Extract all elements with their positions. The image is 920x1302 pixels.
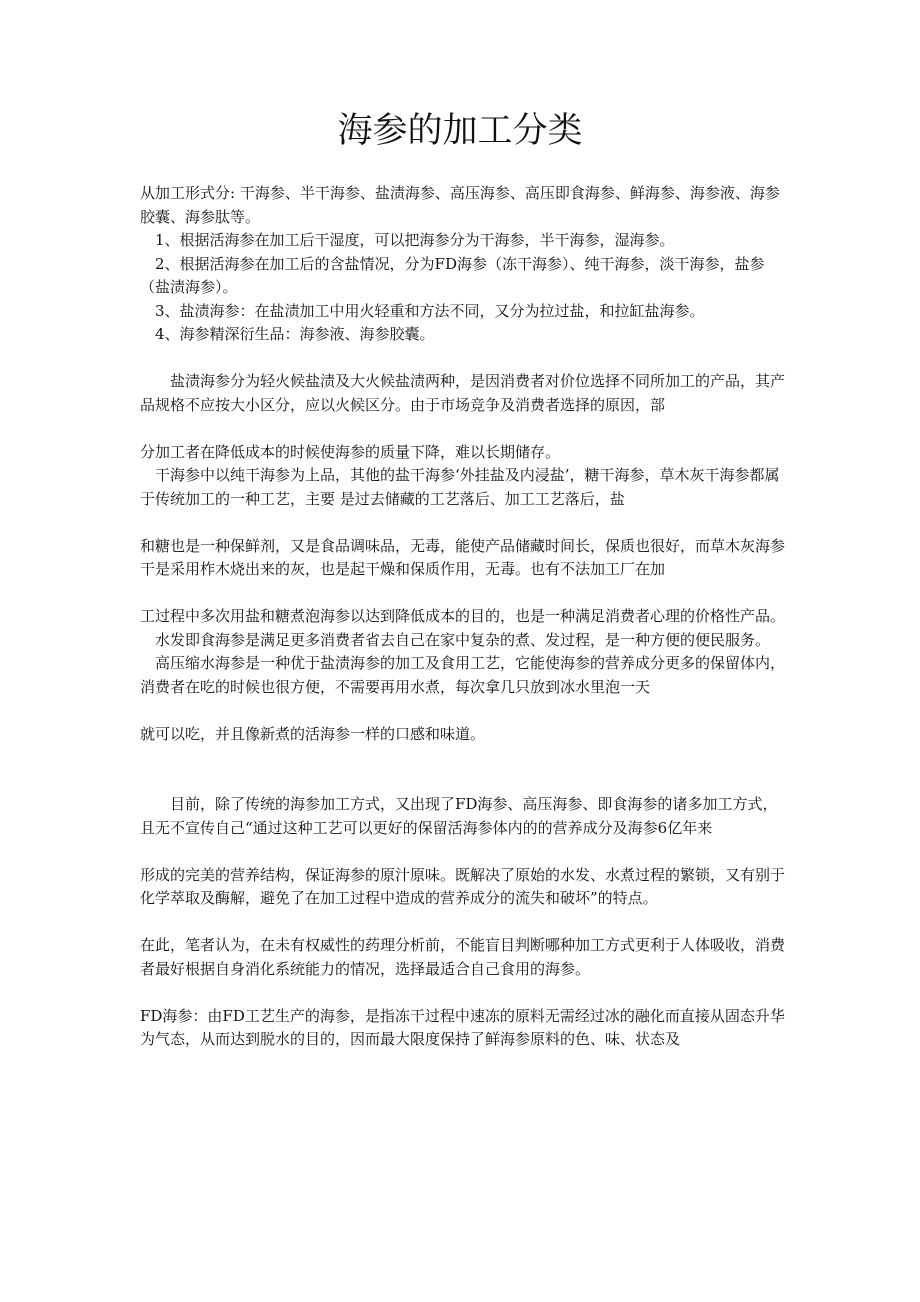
author-opinion-paragraph: 在此，笔者认为，在未有权威性的药理分析前，不能盲目判断哪种加工方式更利于人体吸收，消费者最好根据自身消化系统能力的情况，选择最适合自己食用的海参。 [140, 936, 786, 978]
salt-sugar-paragraph: 和糖也是一种保鲜剂，又是食品调味品，无毒，能使产品储藏时间长，保质也很好，而草木灰海参干是采用柞木烧出来的灰，也是起干燥和保质作用，无毒。也有不法加工厂在加 [140, 536, 786, 578]
high-pressure-paragraph: 高压缩水海参是一种优于盐渍海参的加工及食用工艺，它能使海参的营养成分更多的保留体内，消费者在吃的时候也很方便，不需要再用水煮，每次拿几只放到冰水里泡一天 [140, 654, 786, 696]
list-item-4: 4、海参精深衍生品：海参液、海参胶囊。 [155, 325, 435, 343]
dried-sea-cucumber-paragraph: 干海参中以纯干海参为上品，其他的盐干海参‘外挂盐及内浸盐’，糖干海参，草木灰干海参都属于传统加工的一种工艺，主要 是过去储藏的工艺落后、加工工艺落后，盐 [140, 466, 780, 508]
high-pressure-continuation: 就可以吃，并且像新煮的活海参一样的口感和味道。 [140, 724, 486, 743]
process-paragraph: 工过程中多次用盐和糖煮泡海参以达到降低成本的目的，也是一种满足消费者心理的价格性产品。 [140, 607, 786, 625]
list-item-3: 3、盐渍海参：在盐渍加工中用火轻重和方法不同，又分为拉过盐，和拉缸盐海参。 [155, 301, 705, 320]
intro-paragraph: 从加工形式分: 干海参、半干海参、盐渍海参、高压海参、高压即食海参、鲜海参、海参液、海参胶囊、海参肽等。 [140, 184, 780, 226]
salted-continuation-paragraph: 分加工者在降低成本的时候使海参的质量下降，难以长期储存。 [140, 442, 561, 461]
page-title: 海参的加工分类 [337, 111, 583, 151]
current-methods-paragraph: 目前，除了传统的海参加工方式，又出现了FD海参、高压海参、即食海参的诸多加工方式，且无不宣传自己“通过这种工艺可以更好的保留活海参体内的的营养成分及海参6亿年来 [140, 795, 778, 837]
fd-sea-cucumber-paragraph: FD海参：由FD工艺生产的海参，是指冻干过程中速冻的原料无需经过冰的融化而直接从固态升华为气态，从而达到脱水的目的，因而最大限度保持了鲜海参原料的色、味、状态及 [140, 1006, 785, 1048]
nutrition-structure-paragraph: 形成的完美的营养结构，保证海参的原汁原味。既解决了原始的水发、水煮过程的繁锁，又有别于化学萃取及酶解，避免了在加工过程中造成的营养成分的流失和破坏”的特点。 [140, 865, 786, 907]
document-body [140, 182, 785, 1052]
instant-sea-cucumber-paragraph: 水发即食海参是满足更多消费者省去自己在家中复杂的煮、发过程，是一种方便的便民服务。 [155, 630, 771, 649]
salted-sea-cucumber-paragraph: 盐渍海参分为轻火候盐渍及大火候盐渍两种，是因消费者对价位选择不同所加工的产品，其产品规格不应按大小区分，应以火候区分。由于市场竞争及消费者选择的原因，部 [140, 372, 786, 414]
list-item-1: 1、根据活海参在加工后干湿度，可以把海参分为干海参，半干海参，湿海参。 [155, 231, 675, 249]
list-item-2: 2、根据活海参在加工后的含盐情况，分为FD海参（冻干海参）、纯干海参，淡干海参，盐参（盐渍海参）。 [140, 254, 765, 296]
